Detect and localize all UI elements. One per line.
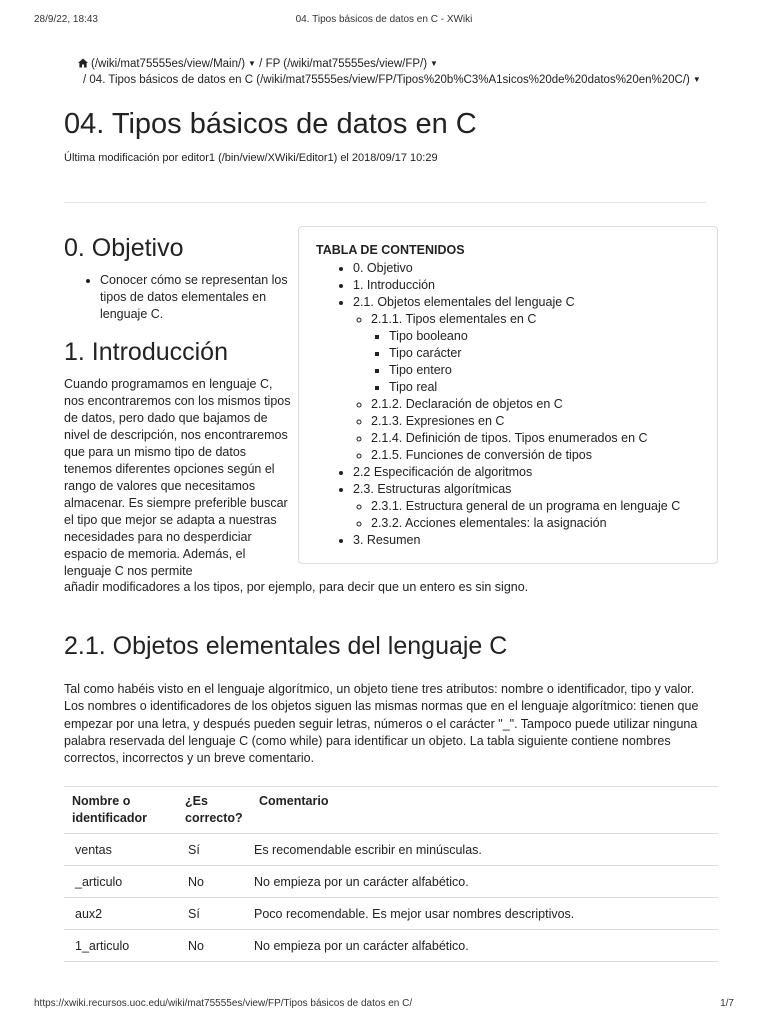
toc-link[interactable]: 2.3.1. Estructura general de un programa en lenguaje C [371,499,681,513]
table-cell: Poco recomendable. Es mejor usar nombres descriptivos. [251,898,718,930]
table-cell: Sí [177,898,251,930]
table-cell: No [177,866,251,898]
toc-link[interactable]: Tipo real [389,380,438,394]
toc-link[interactable]: 2.2 Especificación de algoritmos [353,465,533,479]
toc-item[interactable] [353,260,701,277]
toc-link[interactable]: 2.3. Estructuras algorítmicas [353,482,512,496]
intro-paragraph-continuation: añadir modificadores a los tipos, por ejemplo, para decir que un entero es sin signo. [64,580,529,594]
toc-link[interactable]: 2.1.4. Definición de tipos. Tipos enumerados en C [371,431,648,445]
toc-link[interactable]: 1. Introducción [353,278,435,292]
intro-paragraph: Cuando programamos en lenguaje C, nos encontraremos con los mismos tipos de datos, pero dado que bajamos de nivel de descripción, nos encontraremos que para un mismo tipo de datos tenemos diferentes opciones según el rango de valores que necesitamos almacenar. Es siempre preferible buscar el tipo que mejor se adapta a nuestras necesidades para no desperdiciar espacio de memoria. Además, el lenguaje C nos permite [64,377,291,578]
toc-link[interactable]: 2.1.5. Funciones de conversión de tipos [371,448,592,462]
table-cell: _articulo [64,866,177,898]
table-cell: No empieza por un carácter alfabético. [251,866,718,898]
print-doc-title: 04. Tipos básicos de datos en C - XWiki [295,14,473,25]
column-header: ¿Es correcto? [185,794,243,825]
toc-link[interactable]: Tipo booleano [389,329,468,343]
toc-item[interactable] [371,413,701,430]
toc-link[interactable]: 2.1.3. Expresiones en C [371,414,505,428]
toc-link[interactable]: Tipo entero [389,363,452,377]
table-cell: 1_articulo [64,930,177,962]
page-number: 1/7 [720,998,734,1009]
table-row [64,834,718,866]
column-header: Nombre o identificador [72,794,148,825]
toc-item[interactable] [389,345,701,362]
toc-link[interactable]: 0. Objetivo [353,261,413,275]
chevron-down-icon[interactable]: ▼ [430,59,438,68]
section-heading-objetos-elementales: 2.1. Objetos elementales del lenguaje C [64,632,508,660]
table-header-row [64,787,718,834]
chevron-down-icon[interactable]: ▼ [692,75,701,85]
toc-item[interactable] [353,532,701,549]
toc-title: TABLA DE CONTENIDOS [316,243,465,257]
last-modified-info: Última modificación por editor1 (/bin/view/XWiki/Editor1) el 2018/09/17 10:29 [64,152,438,164]
table-cell: ventas [64,834,177,866]
toc-item[interactable] [353,481,701,532]
table-of-contents [298,226,718,564]
table-row [64,898,718,930]
toc-item[interactable] [371,498,701,515]
home-icon[interactable] [78,58,88,68]
table-row [64,866,718,898]
toc-item[interactable] [389,362,701,379]
chevron-down-icon[interactable]: ▼ [248,59,256,68]
toc-link[interactable]: Tipo carácter [389,346,462,360]
toc-link[interactable]: 2.1.1. Tipos elementales en C [371,312,537,326]
breadcrumb-current-link[interactable]: 04. Tipos básicos de datos en C (/wiki/mat75555es/view/FP/Tipos%20b%C3%A1sicos%20de%20datos%20en%20C/) [89,74,690,87]
toc-item[interactable] [353,277,701,294]
breadcrumb-separator: / [83,74,87,87]
page-title: 04. Tipos básicos de datos en C [64,108,477,140]
list-item: • Conocer cómo se representan los tipos de datos elementales en lenguaje C. [100,272,294,323]
toc-item[interactable] [353,294,701,464]
divider [64,202,706,203]
column-header: Comentario [259,794,329,808]
toc-item[interactable] [389,328,701,345]
breadcrumb [78,56,718,88]
section-heading-introduccion: 1. Introducción [64,338,228,366]
print-url: https://xwiki.recursos.uoc.edu/wiki/mat75555es/view/FP/Tipos básicos de datos en C/ [34,998,413,1009]
toc-link[interactable]: 2.1. Objetos elementales del lenguaje C [353,295,575,309]
toc-item[interactable] [371,311,701,396]
toc-item[interactable] [371,430,701,447]
objetivo-list [64,272,294,323]
toc-item[interactable] [371,515,701,532]
table-cell: Es recomendable escribir en minúsculas. [251,834,718,866]
toc-link[interactable]: 2.1.2. Declaración de objetos en C [371,397,563,411]
toc-item[interactable] [371,447,701,464]
toc-link[interactable]: 3. Resumen [353,533,421,547]
breadcrumb-fp-link[interactable]: FP (/wiki/mat75555es/view/FP/) [265,58,428,71]
breadcrumb-separator: / [259,58,263,71]
toc-item[interactable] [371,396,701,413]
identifiers-table [64,786,718,962]
toc-item[interactable] [353,464,701,481]
objetos-paragraph: Tal como habéis visto en el lenguaje algorítmico, un objeto tiene tres atributos: nombre o identificador, tipo y valor. Los nombres o identificadores de los objetos siguen las mismas normas que en el lenguaje algorítmico: tienen que empezar por una letra, y después pueden seguir letras, números o el carácter "_". Tampoco puede utilizar ninguna palabra reservada del lenguaje C (como while) para identificar un objeto. La tabla siguiente contiene nombres correctos, incorrectos y un breve comentario. [64,682,699,766]
toc-item[interactable] [389,379,701,396]
toc-link[interactable]: 2.3.2. Acciones elementales: la asignación [371,516,607,530]
print-header [34,14,734,28]
breadcrumb-home-link[interactable]: (/wiki/mat75555es/view/Main/) [91,58,246,71]
print-footer [34,998,734,1012]
table-cell: Sí [177,834,251,866]
table-cell: No empieza por un carácter alfabético. [251,930,718,962]
table-row [64,930,718,962]
table-cell: No [177,930,251,962]
print-date: 28/9/22, 18:43 [34,14,98,25]
section-heading-objetivo: 0. Objetivo [64,234,184,262]
table-cell: aux2 [64,898,177,930]
